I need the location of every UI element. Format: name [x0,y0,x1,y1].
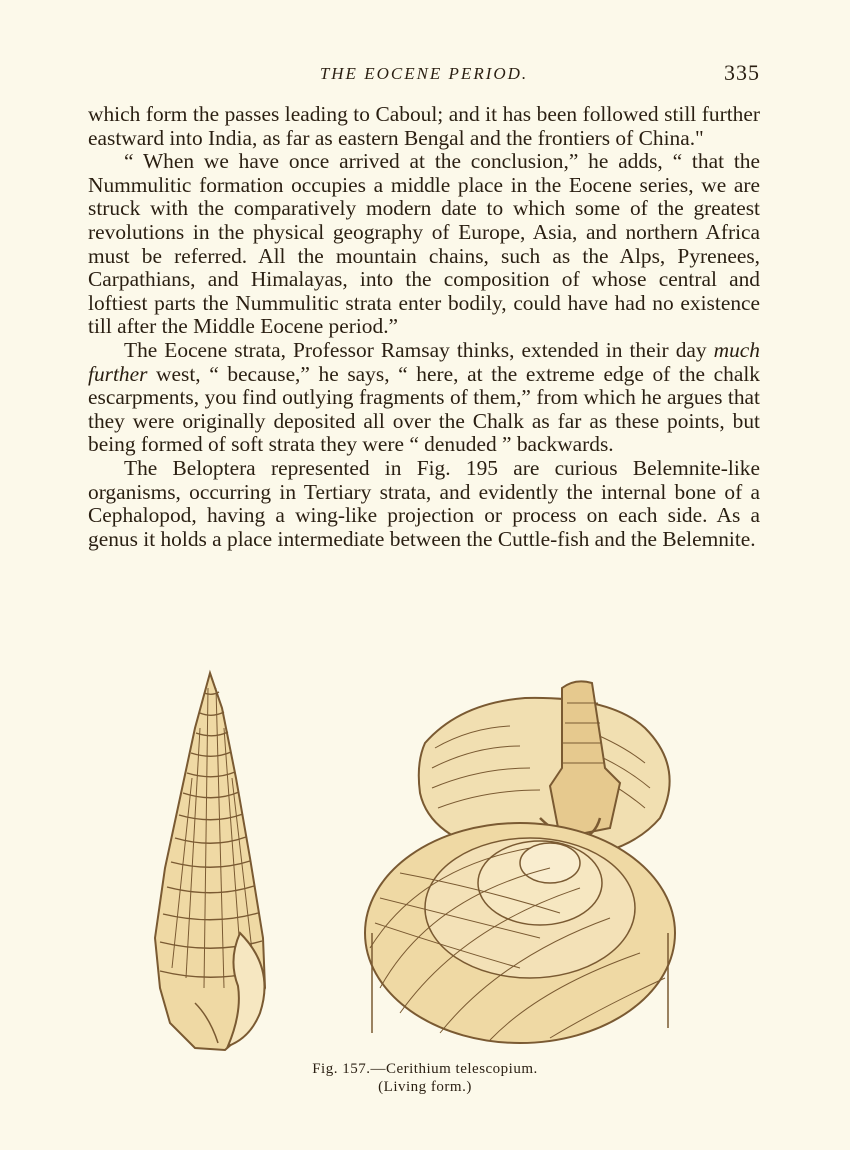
figure-caption [0,1060,850,1096]
running-title: THE EOCENE PERIOD. [319,64,529,83]
paragraph-3-end: west, “ because,” he says, “ here, at the extreme edge of the chalk escarpments, you find outlying fragments of them,” from which he argues that they were originally deposited all over the Chalk as far as these points, but being formed of soft strata they were “ denuded ” backwards. [88,361,760,457]
paragraph-4: The Beloptera represented in Fig. 195 are curious Belemnite-like organisms, occurring in Tertiary strata, and evidently the internal bone of a Cephalopod, having a wing-like projection or process on each side. As a genus it holds a place intermediate between the Cuttle-fish and the Belemnite. [88,455,760,551]
caption-subtitle: (Living form.) [378,1079,472,1095]
coiled-shell-illustration [365,681,675,1043]
caption-title: Fig. 157.—Cerithium telescopium. [312,1061,538,1077]
paragraph-3 [88,339,760,457]
paragraph-3-start: The Eocene strata, Professor Ramsay thinks, extended in their day [124,337,714,362]
emphasis-much-further: much further [88,337,760,386]
paragraph-2: “ When we have once arrived at the conclusion,” he adds, “ that the Nummulitic formation occupies a middle place in the Eocene series, we are struck with the comparatively modern date to which some of the greatest revolutions in the physical geography of Europe, Asia, and northern Africa must be referred. All the mountain chains, such as the Alps, Pyrenees, Carpathians, and Himalayas, into the composition of whose central and loftiest parts the Nummulitic strata enter bodily, could have had no existence till after the Middle Eocene period.” [88,149,760,339]
spire-shell-illustration [155,673,265,1050]
page-number: 335 [724,60,760,85]
figure-illustration [100,668,750,1068]
paragraph-1: which form the passes leading to Caboul; and it has been followed still further eastward into India, as far as eastern Bengal and the frontiers of China." [88,102,760,150]
running-head [88,60,760,90]
body-text [88,103,760,551]
